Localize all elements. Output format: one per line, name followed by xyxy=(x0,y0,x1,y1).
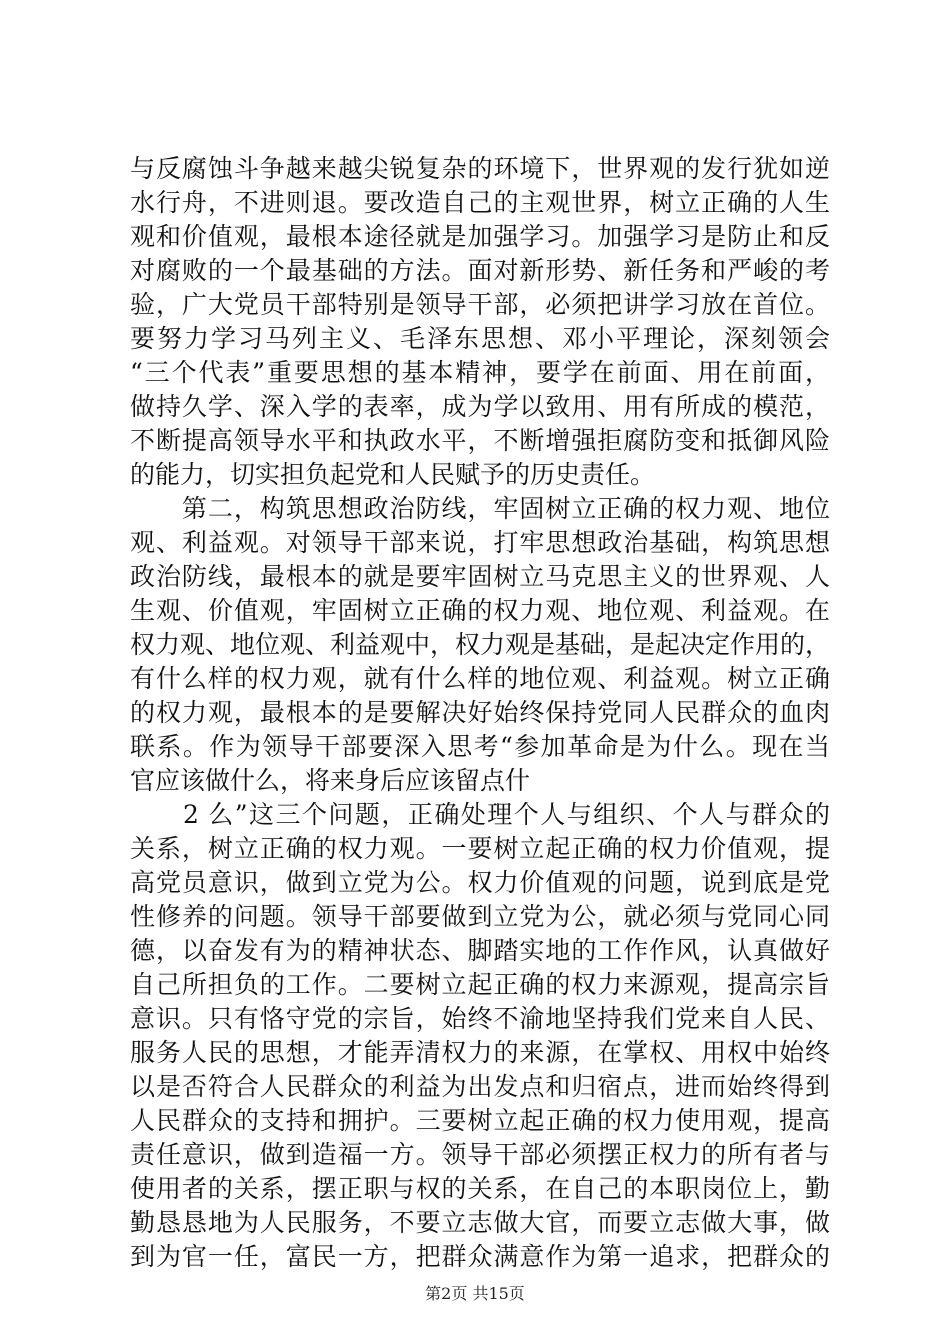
text-line: 人民群众的支持和拥护。三要树立起正确的权力使用观，提高 xyxy=(130,1106,830,1135)
document-body xyxy=(130,152,830,1274)
text-line: 的能力，切实担负起党和人民赋予的历史责任。 xyxy=(130,460,656,489)
text-line: 勤恳恳地为人民服务，不要立志做大官，而要立志做大事，做 xyxy=(130,1208,830,1237)
text-line: 德，以奋发有为的精神状态、脚踏实地的工作作风，认真做好 xyxy=(130,936,830,965)
text-line: “三个代表”重要思想的基本精神，要学在前面、用在前面， xyxy=(130,358,830,387)
text-line: 水行舟，不进则退。要改造自己的主观世界，树立正确的人生 xyxy=(130,188,830,217)
text-line: 以是否符合人民群众的利益为出发点和归宿点，进而始终得到 xyxy=(130,1072,830,1101)
text-line: 生观、价值观，牢固树立正确的权力观、地位观、利益观。在 xyxy=(130,596,830,625)
text-line: 权力观、地位观、利益观中，权力观是基础，是起决定作用的， xyxy=(130,630,830,659)
text-line: 第二，构筑思想政治防线，牢固树立正确的权力观、地位 xyxy=(130,494,830,523)
text-line: 与反腐蚀斗争越来越尖锐复杂的环境下，世界观的发行犹如逆 xyxy=(130,154,830,183)
text-line: 自己所担负的工作。二要树立起正确的权力来源观，提高宗旨 xyxy=(130,970,830,999)
text-line: 要努力学习马列主义、毛泽东思想、邓小平理论，深刻领会 xyxy=(130,324,830,353)
text-line: 到为官一任，富民一方，把群众满意作为第一追求，把群众的 xyxy=(130,1242,830,1271)
text-line: 对腐败的一个最基础的方法。面对新形势、新任务和严峻的考 xyxy=(130,256,830,285)
text-line: 性修养的问题。领导干部要做到立党为公，就必须与党同心同 xyxy=(130,902,830,931)
text-line: 服务人民的思想，才能弄清权力的来源，在掌权、用权中始终 xyxy=(130,1038,830,1067)
text-line: 做持久学、深入学的表率，成为学以致用、用有所成的模范， xyxy=(130,392,830,421)
text-line: 关系，树立正确的权力观。一要树立起正确的权力价值观，提 xyxy=(130,834,830,863)
text-line: 不断提高领导水平和执政水平，不断增强拒腐防变和抵御风险 xyxy=(130,426,830,455)
page-number-footer: 第2页 共15页 xyxy=(425,1284,525,1303)
text-line: 观和价值观，最根本途径就是加强学习。加强学习是防止和反 xyxy=(130,222,830,251)
text-line: 观、利益观。对领导干部来说，打牢思想政治基础，构筑思想 xyxy=(130,528,830,557)
text-line: 责任意识，做到造福一方。领导干部必须摆正权力的所有者与 xyxy=(130,1140,830,1169)
text-line: 有什么样的权力观，就有什么样的地位观、利益观。树立正确 xyxy=(130,664,830,693)
text-line: 联系。作为领导干部要深入思考“参加革命是为什么。现在当 xyxy=(130,732,830,761)
text-line: 意识。只有恪守党的宗旨，始终不渝地坚持我们党来自人民、 xyxy=(130,1004,830,1033)
text-line: 的权力观，最根本的是要解决好始终保持党同人民群众的血肉 xyxy=(130,698,830,727)
text-line: 2 么”这三个问题，正确处理个人与组织、个人与群众的 xyxy=(130,800,830,829)
text-line: 官应该做什么，将来身后应该留点什 xyxy=(130,766,531,795)
text-line: 高党员意识，做到立党为公。权力价值观的问题，说到底是党 xyxy=(130,868,830,897)
text-line: 政治防线，最根本的就是要牢固树立马克思主义的世界观、人 xyxy=(130,562,830,591)
text-line: 使用者的关系，摆正职与权的关系，在自己的本职岗位上，勤 xyxy=(130,1174,830,1203)
text-line: 验，广大党员干部特别是领导干部，必须把讲学习放在首位。 xyxy=(130,290,830,319)
